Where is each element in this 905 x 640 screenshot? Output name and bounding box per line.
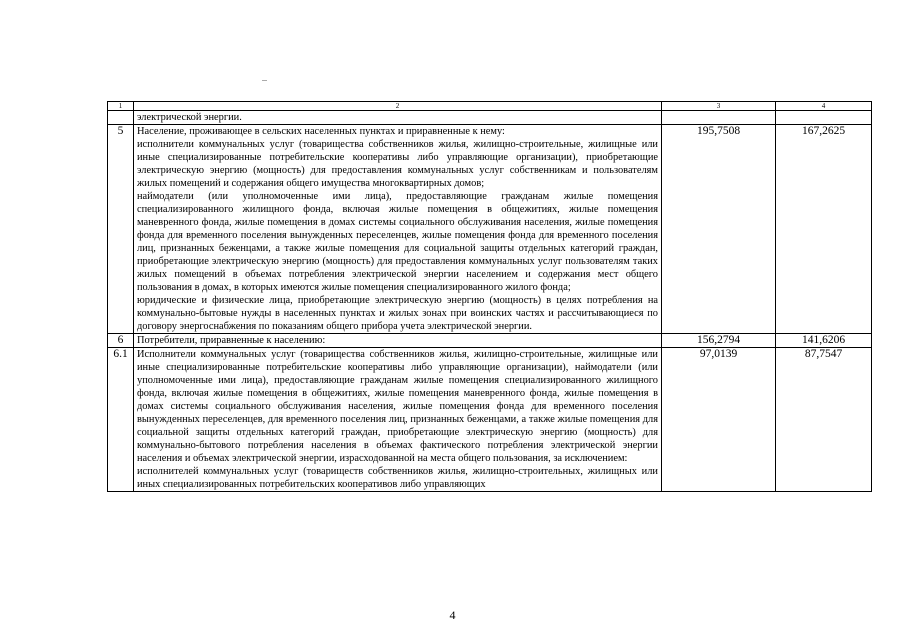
column-number-3: 3 (662, 102, 776, 111)
table-row-continuation (108, 111, 872, 125)
row-6-1-paragraph: Исполнители коммунальных услуг (товарищества собственников жилья, жилищно-строительные, жилищные или иные специализированные потребительские кооперативы либо управляющие организации), наймодатели (или уполномоченные ими лица), предоставляющие гражданам жилые помещения специализированного жилищного фонда, включая жилые помещения в общежитиях, жилые помещения маневренного фонда, жилые помещения в домах системы социального обслуживания населения, жилые помещения фонда для временного поселения вынужденных переселенцев, для временного поселения лиц, признанных беженцами, а также жилые помещения для социальной защиты отдельных категорий граждан, приобретающие электрическую энергию (мощность) для коммунально-бытового потребления населения в объемах фактического потребления электрической энергии населения и объемах электрической энергии, израсходованной на места общего пользования, за исключением: (137, 349, 658, 464)
row-number-cell (108, 111, 134, 125)
row-6-value-4: 141,6206 (776, 334, 872, 348)
column-number-1: 1 (108, 102, 134, 111)
row-6-1-value-3: 97,0139 (662, 348, 776, 492)
column-number-2: 2 (134, 102, 662, 111)
row-6-1-description (134, 348, 662, 492)
row-number-6-1: 6.1 (108, 348, 134, 492)
row-5-paragraph: наймодатели (или уполномоченные ими лица), предоставляющие гражданам жилые помещения специализированного жилищного фонда, включая жилые помещения в общежитиях, жилые помещения маневренного фонда, жилые помещения в домах системы социального обслуживания населения, жилые помещения фонда для временного поселения вынужденных переселенцев, жилые помещения фонда для временного поселения лиц, признанных беженцами, а также жилые помещения для социальной защиты отдельных категорий граждан, приобретающие электрическую энергию (мощность) для предоставления коммунальных услуг пользователям таких жилых помещений в объемах потребления электрической энергии населением и содержания мест общего пользования в домах, в которых имеются жилые помещения специализированного жилого фонда; (137, 191, 658, 293)
row-5-value-4: 167,2625 (776, 125, 872, 334)
row-6-description: Потребители, приравненные к населению: (134, 334, 662, 348)
page-number: 4 (449, 608, 456, 622)
row-5-paragraph: исполнители коммунальных услуг (товарищества собственников жилья, жилищно-строительные, жилищные или иные специализированные потребительские кооперативы либо управляющие организации), приобретающие электрическую энергию (мощность) для предоставления коммунальных услуг собственникам и пользователям жилых помещений и содержания общего имущества многоквартирных домов; (137, 139, 658, 189)
column-number-4: 4 (776, 102, 872, 111)
row-number-5: 5 (108, 125, 134, 334)
row-5-value-3: 195,7508 (662, 125, 776, 334)
scan-mark (262, 80, 267, 81)
row-5-description (134, 125, 662, 334)
row-number-6: 6 (108, 334, 134, 348)
continuation-text: электрической энергии. (134, 111, 662, 125)
table-row-5 (108, 125, 872, 334)
tariff-table (107, 101, 872, 492)
value-cell-3 (662, 111, 776, 125)
row-6-1-value-4: 87,7547 (776, 348, 872, 492)
row-5-paragraph: Население, проживающее в сельских населенных пунктах и приравненные к нему: (137, 126, 505, 137)
column-number-row (108, 102, 872, 111)
table-row-6 (108, 334, 872, 348)
row-5-paragraph: юридические и физические лица, приобретающие электрическую энергию (мощность) в целях потребления на коммунально-бытовые нужды в населенных пунктах и жилых зонах при воинских частях и рассчитывающиеся по договору энергоснабжения по показаниям общего прибора учета электрической энергии. (137, 295, 658, 332)
value-cell-4 (776, 111, 872, 125)
row-6-1-paragraph: исполнителей коммунальных услуг (товариществ собственников жилья, жилищно-строительных, жилищных или иных специализированных потребительских кооперативов либо управляющих (137, 466, 658, 490)
row-6-value-3: 156,2794 (662, 334, 776, 348)
table-row-6-1 (108, 348, 872, 492)
